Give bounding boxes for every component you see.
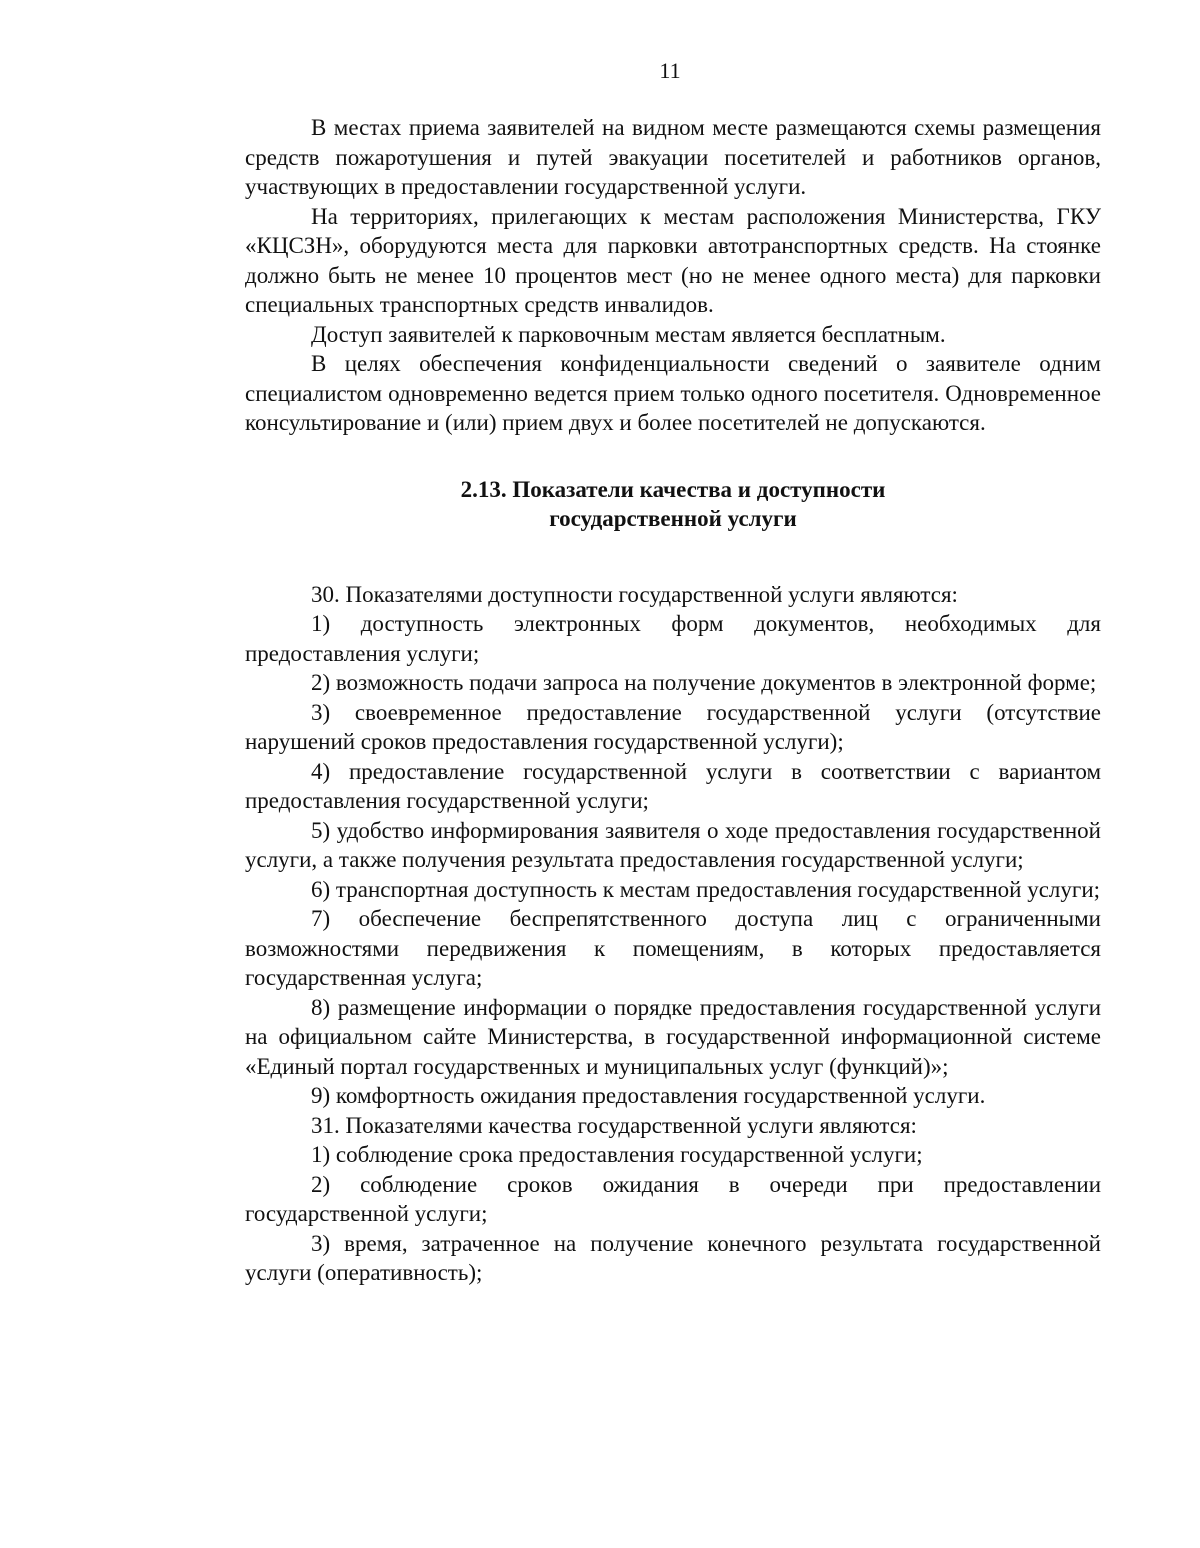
paragraph-confidentiality: В целях обеспечения конфиденциальности сведений о заявителе одним специалистом одновременно ведется прием только одного посетителя. Одновременное консультирование и (или) прием двух и более посетителей не допускаются.: [245, 351, 1101, 435]
section-heading-line-2: государственной услуги: [549, 506, 797, 531]
list-item: 7) обеспечение беспрепятственного доступа лиц с ограниченными возможностями передвижения к помещениям, в которых предоставляется государственная услуга;: [245, 906, 1101, 990]
list-item: 3) своевременное предоставление государственной услуги (отсутствие нарушений сроков предоставления государственной услуги);: [245, 699, 1101, 754]
section-heading: [245, 475, 1101, 534]
list-item: 9) комфортность ожидания предоставления государственной услуги.: [311, 1083, 986, 1108]
list-item: 4) предоставление государственной услуги в соответствии с вариантом предоставления государственной услуги;: [245, 758, 1101, 813]
page-number: 11: [659, 58, 681, 83]
item-30-intro: 30. Показателями доступности государственной услуги являются:: [311, 581, 958, 607]
list-item: 2) соблюдение сроков ожидания в очереди при предоставлении государственной услуги;: [245, 1171, 1101, 1226]
list-item: 1) соблюдение срока предоставления государственной услуги;: [311, 1142, 923, 1167]
list-item: 3) время, затраченное на получение конечного результата государственной услуги (оперативность);: [245, 1230, 1101, 1285]
list-item: 1) доступность электронных форм документов, необходимых для предоставления услуги;: [245, 611, 1101, 666]
item-31-intro: 31. Показателями качества государственной услуги являются:: [311, 1112, 917, 1138]
list-item: 8) размещение информации о порядке предоставления государственной услуги на официальном сайте Министерства, в государственной информационной системе «Единый портал государственных и муниципальных услуг (функций)»;: [245, 994, 1101, 1079]
document-body: [245, 113, 1101, 1288]
section-heading-line-1: 2.13. Показатели качества и доступности: [460, 476, 886, 502]
list-item: 2) возможность подачи запроса на получение документов в электронной форме;: [311, 670, 1097, 695]
paragraph-evacuation-schemes: В местах приема заявителей на видном месте размещаются схемы размещения средств пожаротушения и путей эвакуации посетителей и работников органов, участвующих в предоставлении государственной услуги.: [245, 115, 1101, 199]
list-item: 5) удобство информирования заявителя о ходе предоставления государственной услуги, а также получения результата предоставления государственной услуги;: [245, 817, 1101, 872]
paragraph-parking: На территориях, прилегающих к местам расположения Министерства, ГКУ «КЦСЗН», оборудуются места для парковки автотранспортных средств. На стоянке должно быть не менее 10 процентов мест (но не менее одного места) для парковки специальных транспортных средств инвалидов.: [245, 203, 1101, 317]
list-item: 6) транспортная доступность к местам предоставления государственной услуги;: [311, 876, 1101, 902]
paragraph-free-parking: Доступ заявителей к парковочным местам является бесплатным.: [311, 321, 946, 347]
